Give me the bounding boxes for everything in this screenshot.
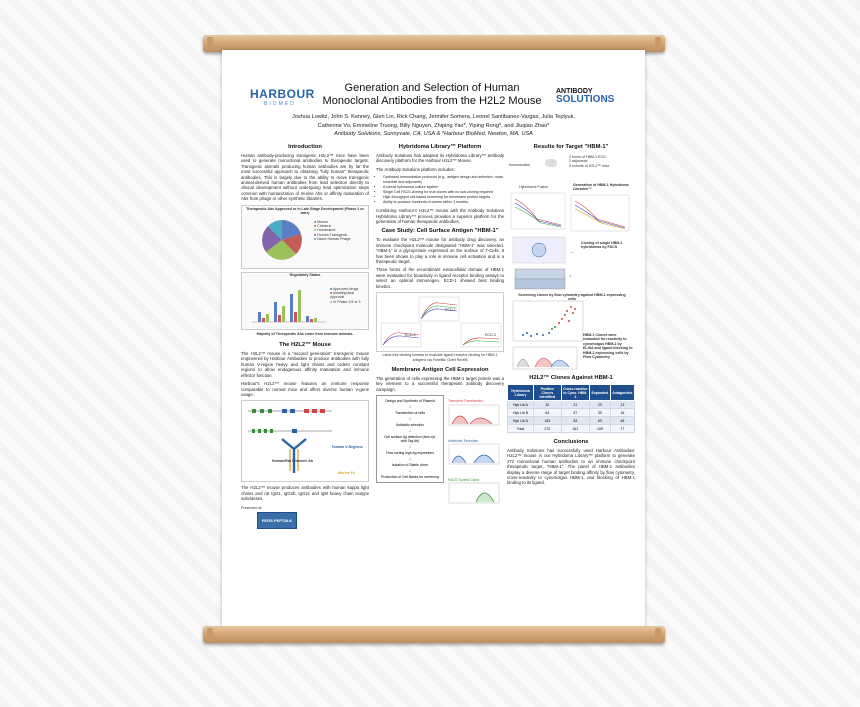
pie-chart: [242, 217, 370, 267]
pie-legend: ■ Murine ■ Chimeric ■ Humanized ■ Human Transgenic ■ Naïve Human Phage: [314, 219, 351, 242]
pegs-logo: PEGS PEPTALK: [257, 512, 297, 529]
h2l2-heading: The H2L2™ Mouse: [279, 342, 331, 349]
column-right: [507, 144, 635, 489]
pie-chart-figure: Therapeutic Abs Approved or in Late-Stage Development (Phase 2 or later) ■ Murine ■ Chimeric ■ Humanized ■ Human Transgenic ■ Naïve Human Phage: [241, 205, 369, 269]
column-left: Introduction Human antibody-producing transgenic H2L2™ mice have been used to generate monoclonal antibodies to therapeutic targets. Transgenic animals producing human antibodies are by far the most successful approach to obtaining "fully human" therapeutic antibodies. This is largely due to the ability to move transgenic animal-derived human antibodies from lead selection directly to clinical development without undergoing lead optimization steps common with humanization of murine Abs or affinity maturation of Abs from phage or other synthetic libraries. Therapeutic Abs Approved or in Late-Stage Development (Phase 2 or later) ■ Murine ■ Chimeric ■ Humanized ■ Human Transgenic ■ Naïve Human Phage Regulatory Status ■ Approved drugs ■ Awaiting final Approval ■ In Phase 2/3 or 3 Majority of Therapeutic Abs come from immune animals. The H2L2™ Mouse The H2L2™ mouse is a "second generation" transgenic mouse engineered by Harbour Antibodies to produce antibodies with fully human V-region heavy and light chains and rodent constant regions to allow endogenous affinity maturation and immune effector function. Harbour's H2L2™ mouse features an immune response comparable to normal mice and offers diverse human V-gene usage. Human/Rat Chimeric Ab Human V-Regions Murine Fc The H2L2™ mouse produces antibodies with human kappa light chains and rat IgG1, IgG2b, IgG2c and IgM heavy chain isotype subclasses. Presented at: PEGS PEPTALK: [241, 144, 369, 529]
bar-legend: ■ Approved drugs ■ Awaiting final Approval ■ In Phase 2/3 or 3: [330, 286, 361, 304]
table-title: H2L2™ Clones Against HBM-1: [529, 375, 613, 381]
h2l2-gene-diagram: Human/Rat Chimeric Ab Human V-Regions Murine Fc: [241, 400, 369, 482]
intro-caption: Majority of Therapeutic Abs come from immune animals.: [256, 331, 354, 336]
membrane-heading: Membrane Antigen Cell Expression: [391, 366, 489, 373]
platform-bullets: • Optimized immunization protocols (e.g., antigen design and selection, route, schedule and adjuvants) • A robust hybridoma culture system • Single Cell FACS-cloning for true clones with no sub-cloning required • High-throughput cell-based screening for membrane protein targets • Ability to produce hundreds of clones within 3 months.: [376, 175, 504, 205]
authors: Joshua Lowitz, John S. Kenney, Glen Lin, Rick Chang, Jennifer Somera, Leonel Santibanez-Vargas, Julia Teplyuk, Catherine Vo, Emmeline Truong, Billy Nguyen, Zhiping Yao*, Yiping Rong*, and Jiuqiao Zhao* Antibody Solutions, Sunnyvale, CA, USA & *Harbour BioMed, Newton, MA, USA: [292, 114, 575, 138]
poster: [222, 50, 645, 630]
table-row: Hyb Lib B 64 57 30 16: [508, 409, 635, 417]
column-middle: Hybridoma Library™ Platform Antibody Solutions has adapted its Hybridoma Library™ antibody discovery platform for the Harbour H2L2™ Mouse. The Antibody Solutions platform includes: • Optimized immunization protocols (e.g., antigen design and selection, route, schedule and adjuvants) • A robust hybridoma culture system • Single Cell FACS-cloning for true clones with no sub-cloning required • High-throughput cell-based screening for membrane protein targets • Ability to produce hundreds of clones within 3 months. Combining Harbour's H2L2™ mouse with the Antibody Solutions Hybridoma Library™ process provides a superior platform for the generation of human therapeutic antibodies. Case Study: Cell Surface Antigen "HBM-1" To evaluate the H2L2™ mouse for antibody drug discovery, an immune checkpoint molecule designated "HBM-1" was selected. "HBM-1" is a glycoprotein expressed on the surface of T-Cells. It has been shown to play a role in immune cell activation and is a therapeutic target. Three forms of the recombinant extracellular domain of HBM-1 were evaluated for bioactivity in ligand receptor binding assays to select an optimal immunogen. ECD-1 showed best binding kinetics. ECD-1 ECD-2 ECD-3 Label-free binding kinetics to evaluate ligand receptor binding for HBM-1 antigens via ForteBio Octet Red96 Membrane Antigen Cell Expression The generation of cells expressing the HBM-1 target protein was a key element to a successful therapeutic antibody discovery campaign. Design and Synthesis of Plasmid ↓ Transfection of cells ↓ Antibiotic selection ↓ Cell surface Ag detection (flow cyt. with Tag Ab) ↓ Flow sorting high Ag expressers ↓ Isolation of Stable clone ↓ Production of Cell Banks for screening Transient Transfection Antibiotic Selection FACS Sorted Clone: [376, 144, 504, 525]
svg-text:↓: ↓: [569, 273, 572, 279]
intro-text: Human antibody-producing transgenic H2L2™ mice have been used to generate monoclonal antibodies to therapeutic targets. Transgenic animals producing human antibodies are by far the most successful approach to obtaining "fully human" therapeutic antibodies. This is largely due to the ability to move transgenic animal-derived human antibodies from lead selection directly to clinical development without undergoing lead optimization steps common with humanization of murine Abs or affinity maturation of Abs from phage or other synthetic libraries.: [241, 153, 369, 202]
svg-text:→: →: [569, 249, 574, 255]
conclusions-text: Antibody Solutions has successfully used Harbour Antibodies' H2L2™ mouse in our Hybridoma Library™ platform to generate 272 monoclonal human antibodies to an immune checkpoint therapeutic target, "HBM-1". The panel of HBM-1 antibodies display a diverse range of target binding affinity by flow cytometry, cross-reactivity to cynomolgus HBM-1, and blocking of HBM-1 binding to its ligand.: [507, 448, 635, 486]
regulatory-bar-chart: [248, 282, 328, 326]
results-heading: Results for Target "HBM-1": [533, 144, 609, 150]
hybridoma-heading: Hybridoma Library™ Platform: [398, 144, 482, 150]
bar-chart-figure: Regulatory Status ■ Approved drugs ■ Awaiting final Approval ■ In Phase 2/3 or 3: [241, 272, 369, 330]
results-workflow: Immunization 2 forms of HBM-1 ECD 2 adjuvants 4 cohorts of H2L2™ mice Hybridoma Fusion Generation of HBM-1 Hybridoma Libraries™ → ↓ Cloning of single HBM-1 hybridomas by FACS Screening clones by flow cytometry against HBM-1 expressing cells HBM-1 Clones were evaluated for reactivity to cynomolgus HBM-1 by ELISA and ligand blocking to HBM-1 expressing cells by Flow Cytometry: [507, 153, 635, 371]
table-row: Total 272 161 105 77: [508, 425, 635, 433]
table-row: Hyb Lib D 183 83 60 48: [508, 417, 635, 425]
poster-title: Generation and Selection of Human Monoclonal Antibodies from the H2L2 Mouse: [322, 82, 542, 107]
case-study-heading: Case Study: Cell Surface Antigen "HBM-1": [381, 228, 499, 235]
expression-flowchart: Design and Synthesis of Plasmid ↓ Transfection of cells ↓ Antibiotic selection ↓ Cell surface Ag detection (flow cyt. with Tag Ab) ↓ Flow sorting high Ag expressers ↓ Isolation of Stable clone ↓ Production of Cell Banks for screening Transient Transfection Antibiotic Selection FACS Sorted Clone: [376, 395, 504, 525]
conclusions-heading: Conclusions: [553, 439, 589, 445]
bottom-hanger-rod: [203, 626, 665, 643]
binding-kinetics-figure: ECD-1 ECD-2 ECD-3: [376, 292, 504, 352]
antibody-solutions-logo: ANTIBODY SOLUTIONS: [556, 88, 615, 105]
clones-table: Hybridoma Library Positive Clones Identified Cross-reactive to Cyno. HBM-1 Expanded Antagonists Hyb Lib A 20 21 20 13 Hyb Lib B 64 57 30 16 Hyb Lib D 183 83 60 48 Total 272 161 105 77: [507, 384, 635, 433]
facs-plots: Transient Transfection Antibiotic Selection FACS Sorted Clone: [448, 399, 500, 509]
table-row: Hyb Lib A 20 21 20 13: [508, 401, 635, 409]
harbour-biomed-logo: HARBOUR BIOMED: [250, 87, 315, 107]
intro-heading: Introduction: [288, 144, 322, 150]
